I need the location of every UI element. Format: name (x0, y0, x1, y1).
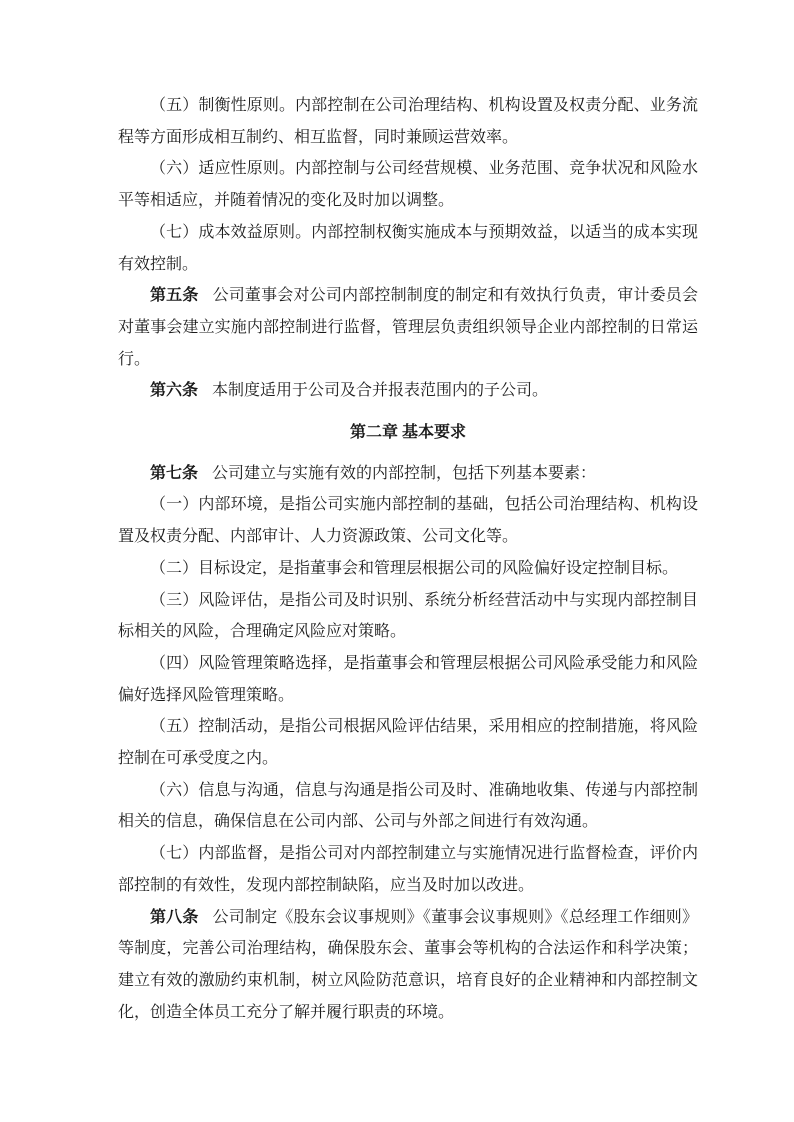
article-number-label: 第六条 (150, 382, 199, 400)
body-paragraph: （七）成本效益原则。内部控制权衡实施成本与预期效益，以适当的成本实现有效控制。 (118, 223, 698, 273)
article-number-label: 第七条 (150, 464, 199, 482)
article-number-label: 第八条 (150, 908, 199, 926)
chapter-heading: 第二章 基本要求 (349, 424, 466, 442)
body-paragraph: （六）适应性原则。内部控制与公司经营规模、业务范围、竞争状况和风险水平等相适应，并随着情况的变化及时加以调整。 (118, 160, 698, 210)
article-text: 公司建立与实施有效的内部控制，包括下列基本要素： (212, 464, 597, 482)
body-paragraph: （四）风险管理策略选择，是指董事会和管理层根据公司风险承受能力和风险偏好选择风险管理策略。 (118, 654, 698, 704)
body-paragraph: （六）信息与沟通，信息与沟通是指公司及时、准确地收集、传递与内部控制相关的信息，确保信息在公司内部、公司与外部之间进行有效沟通。 (118, 781, 698, 831)
article-text: 公司董事会对公司内部控制制度的制定和有效执行负责，审计委员会对董事会建立实施内部控制进行监督，管理层负责组织领导企业内部控制的日常运行。 (118, 287, 698, 368)
body-paragraph: （五）控制活动，是指公司根据风险评估结果，采用相应的控制措施，将风险控制在可承受度之内。 (118, 718, 698, 768)
body-paragraph: （三）风险评估，是指公司及时识别、系统分析经营活动中与实现内部控制目标相关的风险，合理确定风险应对策略。 (118, 591, 698, 641)
document-body (118, 90, 698, 1028)
article-paragraph (118, 375, 698, 407)
article-text: 本制度适用于公司及合并报表范围内的子公司。 (212, 382, 549, 400)
body-paragraph: （七）内部监督，是指公司对内部控制建立与实施情况进行监督检查，评价内部控制的有效性，发现内部控制缺陷，应当及时加以改进。 (118, 845, 698, 894)
body-paragraph: （二）目标设定，是指董事会和管理层根据公司的风险偏好设定控制目标。 (150, 559, 679, 577)
article-paragraph (118, 280, 698, 375)
article-text: 公司制定《股东会议事规则》《董事会议事规则》《总经理工作细则》等制度，完善公司治理结构，确保股东会、董事会等机构的合法运作和科学决策；建立有效的激励约束机制，树立风险防范意识，培育良好的企业精神和内部控制文化，创造全体员工充分了解并履行职责的环境。 (118, 908, 698, 1021)
article-paragraph (118, 458, 698, 490)
body-paragraph: （五）制衡性原则。内部控制在公司治理结构、机构设置及权责分配、业务流程等方面形成相互制约、相互监督，同时兼顾运营效率。 (118, 97, 698, 146)
article-number-label: 第五条 (150, 287, 199, 305)
body-paragraph: （一）内部环境，是指公司实施内部控制的基础，包括公司治理结构、机构设置及权责分配、内部审计、人力资源政策、公司文化等。 (118, 496, 698, 546)
article-paragraph (118, 902, 698, 1029)
